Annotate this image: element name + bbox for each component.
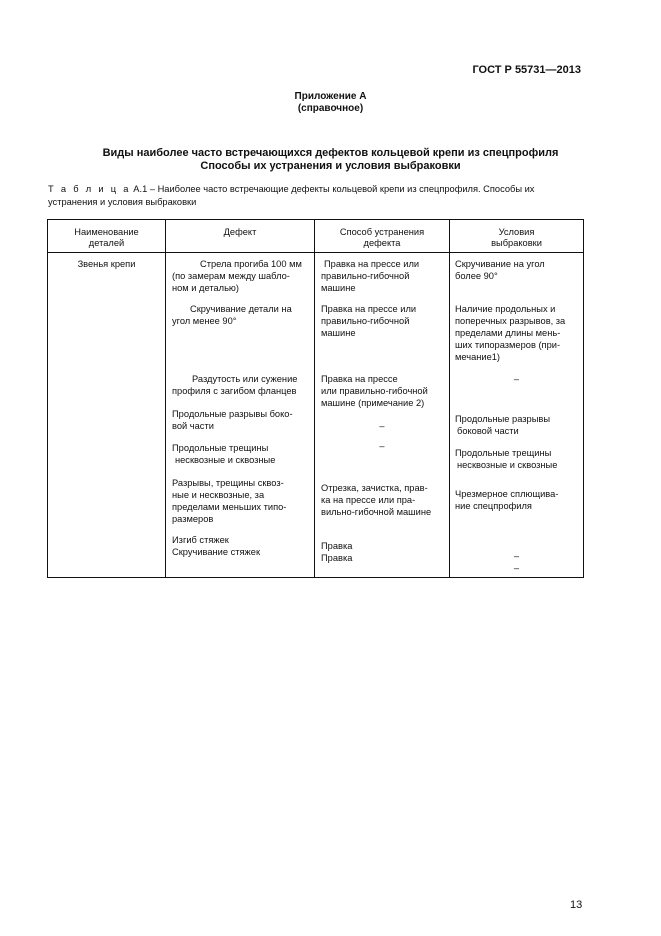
standard-number: ГОСТ Р 55731—2013 bbox=[472, 64, 581, 76]
annex-note: (справочное) bbox=[297, 103, 364, 114]
caption-line-1 bbox=[48, 183, 584, 196]
defect-cell: Изгиб стяжек Скручивание стяжек bbox=[172, 535, 261, 557]
column-divider bbox=[165, 220, 166, 577]
title-line-1: Виды наиболее часто встречающихся дефектов кольцевой крепи из спецпрофиля bbox=[102, 147, 559, 159]
condition-cell: Чрезмерное сплющива- ние спецпрофиля bbox=[455, 489, 559, 511]
condition-cell: Продольные трещины несквозные и сквозные bbox=[455, 448, 558, 470]
method-cell: – bbox=[379, 441, 385, 451]
defect-cell: Стрела прогиба 100 мм (по замерам между шабло- ном и деталью) bbox=[172, 259, 302, 293]
defects-table bbox=[47, 219, 584, 578]
header-defect: Дефект bbox=[223, 227, 257, 237]
method-cell: Правка на прессе или правильно-гибочной машине bbox=[321, 304, 417, 338]
annex-heading bbox=[0, 91, 661, 115]
header-condition: Условия выбраковки bbox=[491, 227, 542, 248]
column-divider bbox=[314, 220, 315, 577]
condition-cell: Наличие продольных и поперечных разрывов, за пределами длины мень- ших типоразмеров (при- мечание1) bbox=[455, 304, 566, 362]
part-name-cell: Звенья крепи bbox=[77, 259, 136, 269]
method-cell: Правка на прессе или правильно-гибочной машине bbox=[321, 259, 420, 293]
defect-cell: Продольные разрывы боко- вой части bbox=[172, 409, 293, 431]
method-cell: Отрезка, зачистка, прав- ка на прессе или пра- вильно-гибочной машине bbox=[321, 483, 432, 517]
header-divider bbox=[48, 252, 583, 253]
page-number: 13 bbox=[570, 899, 583, 911]
annex-label: Приложение А bbox=[294, 91, 367, 102]
caption-line-2: устранения и условия выбраковки bbox=[48, 197, 197, 207]
caption-prefix: Т а б л и ц а bbox=[48, 184, 131, 194]
method-cell: Правка Правка bbox=[321, 541, 353, 563]
caption-text: А.1 – Наиболее часто встречающие дефекты кольцевой крепи из спецпрофиля. Способы их bbox=[133, 184, 535, 194]
condition-cell: Скручивание на угол более 90° bbox=[455, 259, 545, 281]
defect-cell: Скручивание детали на угол менее 90° bbox=[172, 304, 292, 326]
header-part-name: Наименование деталей bbox=[74, 227, 139, 248]
table-caption bbox=[48, 183, 584, 209]
header-method: Способ устранения дефекта bbox=[339, 227, 425, 248]
method-cell: Правка на прессе или правильно-гибочной машине (примечание 2) bbox=[321, 374, 428, 408]
title-line-2: Способы их устранения и условия выбраковки bbox=[200, 160, 461, 172]
condition-cell: – bbox=[513, 374, 520, 384]
defect-cell: Раздутость или сужение профиля с загибом фланцев bbox=[172, 374, 298, 396]
defect-cell: Разрывы, трещины сквоз- ные и несквозные, за пределами меньших типо- размеров bbox=[172, 478, 287, 524]
defect-cell: Продольные трещины несквозные и сквозные bbox=[172, 443, 276, 465]
condition-cell: Продольные разрывы боковой части bbox=[455, 414, 551, 436]
document-title bbox=[40, 147, 621, 173]
condition-cell: – – bbox=[513, 551, 520, 573]
method-cell: – bbox=[379, 421, 385, 431]
column-divider bbox=[449, 220, 450, 577]
